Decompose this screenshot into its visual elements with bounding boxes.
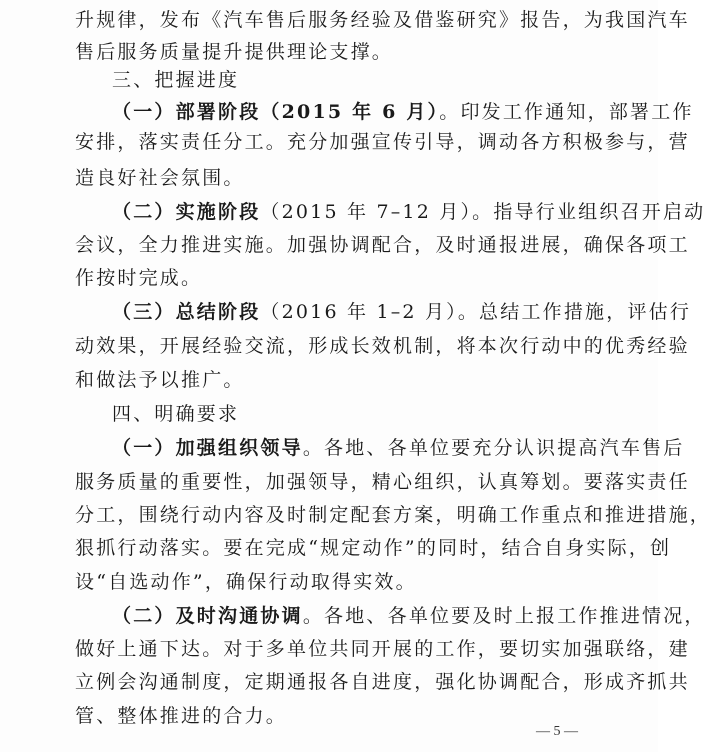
line-text: 四、明确要求: [112, 403, 240, 425]
line-bold: （二）实施阶段: [112, 201, 261, 223]
line-text: 动效果，开展经验交流，形成长效机制，将本次行动中的优秀经验: [75, 335, 690, 357]
page-number: [536, 724, 578, 740]
line-text: 和做法予以推广。: [75, 369, 245, 391]
paragraph-line: [75, 570, 595, 594]
line-text: 服务质量的重要性，加强领导，精心组织，认真筹划。要落实责任: [75, 471, 690, 493]
paragraph-line: [75, 233, 690, 257]
section-heading: [112, 402, 632, 426]
line-text: 做好上通下达。对于多单位共同开展的工作，要切实加强联络，建: [75, 638, 690, 660]
paragraph-line: [112, 436, 685, 460]
line-text: 管、整体推进的合力。: [75, 705, 288, 727]
line-text: 升规律，发布《汽车售后服务经验及借鉴研究》报告，为我国汽车: [75, 9, 690, 31]
line-bold: （三）总结阶段: [112, 301, 261, 323]
line-bold: （二）及时沟通协调: [112, 605, 303, 627]
line-text: （2015 年 7–12 月）。指导行业组织召开启动: [260, 201, 706, 223]
paragraph-line: [75, 166, 595, 190]
line-text: 造良好社会氛围。: [75, 167, 245, 189]
line-text: 。各地、各单位要及时上报工作推进情况，: [302, 605, 706, 627]
line-text: 。印发工作通知，部署工作: [439, 101, 694, 123]
paragraph-line: [75, 334, 690, 358]
line-text: 三、把握进度: [112, 69, 240, 91]
line-text: 作按时完成。: [75, 267, 203, 289]
paragraph-line: [112, 100, 694, 124]
line-text: （2016 年 1–2 月）。总结工作措施，评估行: [260, 301, 692, 323]
paragraph-line: [75, 637, 690, 661]
line-bold: （一）加强组织领导: [112, 437, 303, 459]
paragraph-line: [75, 8, 690, 32]
line-text: 狠抓行动落实。要在完成“规定动作”的同时，结合自身实际，创: [75, 537, 672, 559]
line-text: 分工，围绕行动内容及时制定配套方案，明确工作重点和推进措施，: [75, 504, 711, 526]
paragraph-line: [75, 470, 690, 494]
paragraph-line: [112, 604, 706, 628]
line-text: 立例会沟通制度，定期通报各自进度，强化协调配合，形成齐抓共: [75, 671, 690, 693]
section-heading: [112, 68, 632, 92]
paragraph-line: [75, 704, 595, 728]
line-text: 。各地、各单位要充分认识提高汽车售后: [302, 437, 685, 459]
paragraph-line: [75, 130, 690, 154]
line-text: 售后服务质量提升提供理论支撑。: [75, 41, 394, 63]
paragraph-line: [75, 266, 595, 290]
paragraph-line: [112, 300, 692, 324]
paragraph-line: [75, 40, 595, 64]
paragraph-line: [75, 368, 595, 392]
line-bold: （一）部署阶段（2015 年 6 月）: [112, 101, 440, 123]
paragraph-line: [75, 503, 711, 527]
paragraph-line: [75, 670, 690, 694]
line-text: 安排，落实责任分工。充分加强宣传引导，调动各方积极参与，营: [75, 131, 690, 153]
line-text: 会议，全力推进实施。加强协调配合，及时通报进展，确保各项工: [75, 234, 690, 256]
paragraph-line: [75, 536, 672, 560]
page-number-text: — 5 —: [536, 724, 578, 739]
line-text: 设“自选动作”，确保行动取得实效。: [75, 571, 417, 593]
paragraph-line: [112, 200, 706, 224]
